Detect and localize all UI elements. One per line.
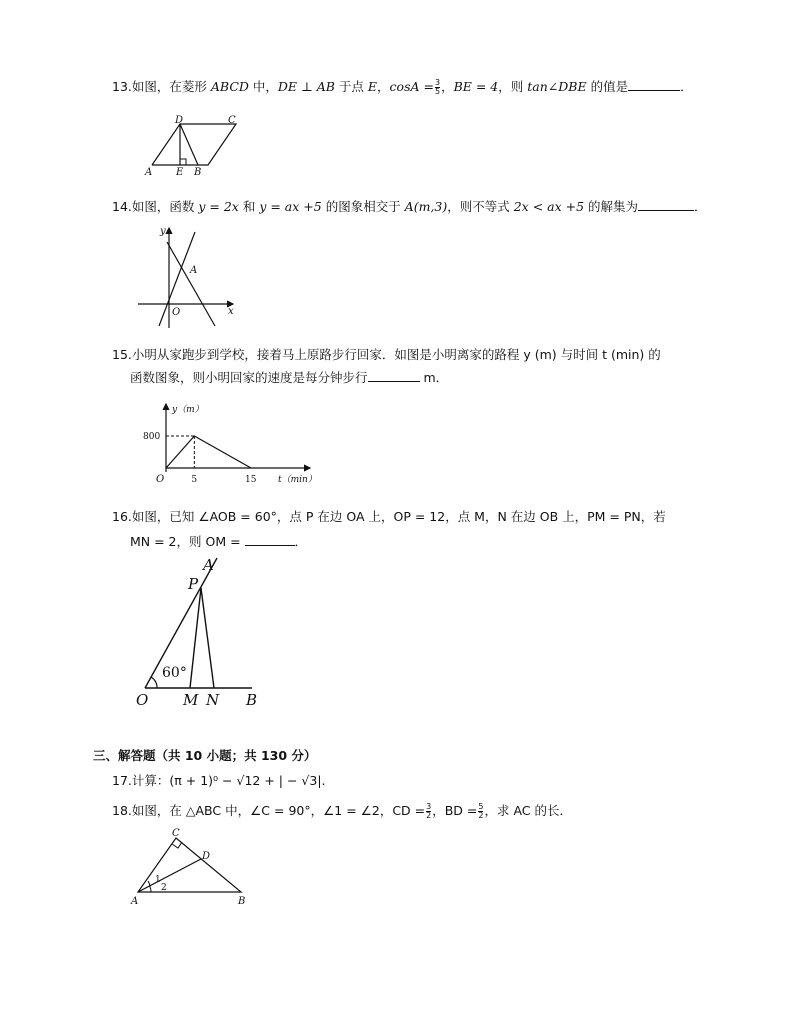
q13-rhombus-figure <box>140 112 250 182</box>
label-D: D <box>202 851 211 862</box>
answer-blank[interactable] <box>628 78 680 91</box>
segment-PN <box>201 588 214 688</box>
angle-label-2: 2 <box>161 883 167 893</box>
label-M: M <box>183 691 199 709</box>
q13-number: 13. <box>112 79 132 94</box>
rhombus-outline <box>152 124 236 165</box>
q18-text: 18.如图，在 △ABC 中，∠C = 90°，∠1 = ∠2，CD = $\frac{3}{2}$ ，BD = $\frac{5}{2}$ ，求 AC 的长． <box>112 802 572 820</box>
label-B: B <box>246 691 258 709</box>
section-heading: 三、解答题（共 10 小题；共 130 分） <box>93 748 317 763</box>
q16-line1: 16.如图，已知 ∠AOB = 60°，点 P 在边 OA 上，OP = 12，点 M，N 在边 OB 上，PM = PN，若 <box>112 509 666 524</box>
angle-label-1: 1 <box>155 875 161 885</box>
q15-number: 15. <box>112 347 132 362</box>
q17-number: 17. <box>112 773 132 788</box>
label-C: C <box>172 828 180 839</box>
q16-number: 16. <box>112 509 132 524</box>
q17-text: 17.计算：(π + 1)⁰ − √12 + | − √3|. <box>112 773 326 788</box>
answer-blank[interactable] <box>245 533 295 546</box>
tick-label-15: 15 <box>245 475 257 485</box>
answer-blank[interactable] <box>638 198 694 211</box>
angle-label: 60° <box>162 665 187 681</box>
label-B: B <box>194 167 202 178</box>
x-axis-label: t（min） <box>278 475 317 485</box>
answer-blank[interactable] <box>368 369 420 382</box>
q15-line2: 函数图象，则小明回家的速度是每分钟步行 m． <box>130 370 449 385</box>
right-angle-mark <box>172 842 182 848</box>
label-N: N <box>206 691 220 709</box>
q16-line2: MN = 2，则 OM = ． <box>130 534 308 549</box>
q15-line1: 15.小明从家跑步到学校，接着马上原路步行回家．如图是小明离家的路程 y (m) 与时间 t (min) 的 <box>112 347 661 362</box>
y-axis-label: y（m） <box>172 405 204 415</box>
q14-text: 14.如图，函数 y = 2x 和 y = ax +5 的图象相交于 A(m,3)，则不等式 2x < ax +5 的解集为 ． <box>112 199 707 214</box>
q15-distance-time-chart <box>140 398 320 490</box>
label-E: E <box>176 167 184 178</box>
q18-number: 18. <box>112 803 132 818</box>
q16-angle-figure <box>128 552 278 712</box>
label-A: A <box>190 265 198 276</box>
origin-label: O <box>156 474 165 485</box>
angle-arc <box>151 677 157 688</box>
label-P: P <box>188 575 199 593</box>
tick-label-800: 800 <box>143 432 161 442</box>
right-angle-mark <box>180 159 186 165</box>
q13-fraction: $\frac{3}{5}$ <box>434 78 441 96</box>
label-B: B <box>238 896 246 907</box>
label-y: y <box>160 226 166 237</box>
segment-AD <box>138 859 201 892</box>
label-O: O <box>172 307 181 318</box>
q18-fraction-CD: $\frac{3}{2}$ <box>426 802 432 820</box>
label-A: A <box>203 556 214 574</box>
label-x: x <box>228 306 234 317</box>
label-D: D <box>175 115 184 126</box>
q13-text: 13.如图，在菱形 ABCD 中，DE ⊥ AB 于点 E，cosA = $\frac{3}{5}$ ，BE = 4，则 tan∠DBE 的值是 ． <box>112 78 693 96</box>
label-A: A <box>145 167 153 178</box>
q18-triangle-figure <box>128 826 258 910</box>
angle-arc-2 <box>150 887 151 892</box>
q14-number: 14. <box>112 199 132 214</box>
label-O: O <box>136 691 149 709</box>
q18-fraction-BD: $\frac{5}{2}$ <box>478 802 484 820</box>
series-line <box>166 436 251 468</box>
label-A: A <box>131 896 139 907</box>
label-C: C <box>228 115 236 126</box>
tick-label-5: 5 <box>191 475 198 485</box>
q14-graph-figure <box>135 222 245 332</box>
